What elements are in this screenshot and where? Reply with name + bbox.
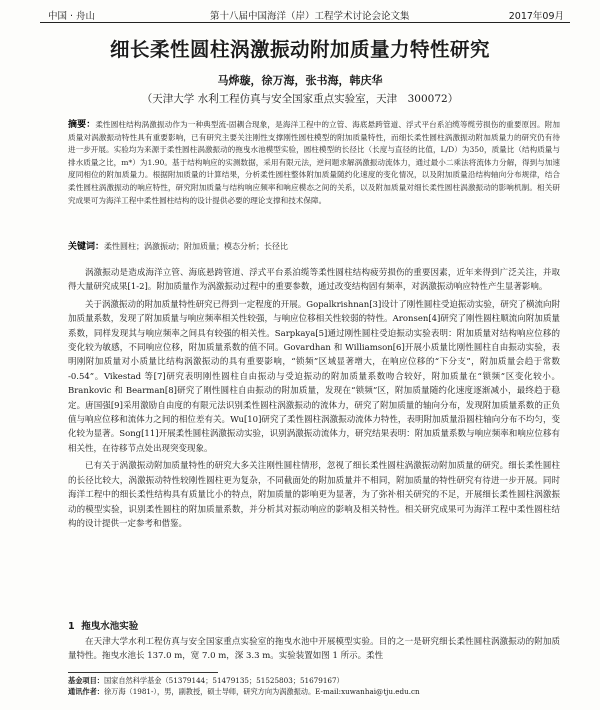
header-location: 中国 · 舟山 (48, 11, 96, 22)
keywords-label: 关键词： (68, 242, 105, 252)
footnote-rule (68, 672, 218, 673)
author-list: 马烨璇，徐万海，张书海，韩庆华 (217, 74, 383, 87)
keywords (68, 239, 560, 252)
author-footnote (68, 686, 560, 697)
section-text: 在天津大学水利工程仿真与安全国家重点实验室的拖曳水池中开展模型实验。目的之一是研究细长柔性圆柱涡激振动的附加质量特性。拖曳水池长 137.0 m，宽 7.0 m，深 3.3 m。实验装置如图 1 所示。柔性 (68, 637, 560, 662)
section-number: 1 (68, 621, 75, 632)
header-proceedings: 第十八届中国海洋（岸）工程学术讨论会论文集 (210, 11, 410, 22)
affiliation: （天津大学 水利工程仿真与安全国家重点实验室，天津 300072） (141, 93, 459, 105)
corresponding-label: 通讯作者： (68, 687, 104, 696)
paper-title: 细长柔性圆柱涡激振动附加质量力特性研究 (109, 38, 490, 61)
section-title: 拖曳水池实验 (81, 621, 139, 632)
footnotes (68, 675, 560, 697)
body-paragraph: 涡激振动是造成海洋立管、海底悬跨管道、浮式平台系泊缆等柔性圆柱结构疲劳损伤的重要因素，近年来得到广泛关注，并取得大量研究成果[1-2]。附加质量作为涡激振动过程中的重要参数，通过改变结构固有频率，对涡激振动响应特性产生显著影响。 (68, 268, 560, 293)
header-date: 2017年09月 (508, 11, 564, 22)
fund-footnote (68, 675, 560, 686)
abstract (68, 119, 560, 207)
section-heading (68, 618, 138, 632)
corresponding-text: 徐万海（1981-），男，副教授，硕士导师，研究方向为涡激振动。E-mail:xuwanhai@tju.edu.cn (103, 687, 420, 696)
body-paragraph: 已有关于涡激振动附加质量特性的研究大多关注刚性圆柱情形，忽视了细长柔性圆柱涡激振动附加质量的研究。细长柔性圆柱的长径比较大，涡激振动特性较刚性圆柱更为复杂，不同截面处的附加质量并不相同，附加质量的特性研究有待进一步开展。同时海洋工程中的细长柔性结构具有质量比小的特点，附加质量的影响更为显著，为了弥补相关研究的不足，开展细长柔性圆柱涡激振动的模型实验，识别柔性圆柱的附加质量系数，并分析其对振动响应的影响及相关特性。相关研究成果可为海洋工程中柔性圆柱结构的设计提供一定参考和借鉴。 (68, 461, 560, 529)
keywords-text: 柔性圆柱；涡激振动；附加质量；模态分析；长径比 (104, 242, 289, 251)
introduction (68, 266, 560, 534)
running-header (40, 6, 570, 23)
body-paragraph: 关于涡激振动的附加质量特性研究已得到一定程度的开展。Gopalkrishnan[3]设计了刚性圆柱受迫振动实验，研究了横流向附加质量系数，发现了附加质量与响应频率相关性较强，与响应位移相关性较弱的特性。Aronsen[4]研究了刚性圆柱顺流向附加质量系数，同样发现其与响应频率之间具有较强的相关性。Sarpkaya[5]通过刚性圆柱受迫振动实验表明：附加质量对结构响应位移的变化较为敏感，不同响应位移，附加质量系数的值不同。Govardhan 和 Williamson[6]开展小质量比刚性圆柱自由振动实验，表明刚附加质量对小质量比结构涡激振动的具有重要影响，“锁频”区域显著增大，在响应位移的“下分支”，附加质量会趋于常数 -0.54”。Vikestad 等[7]研究表明刚性圆柱自由振动与受迫振动的附加质量系数吻合较好，附加质量在“锁频”区变化较小。Brankovic 和 Bearman[8]研究了刚性圆柱自由振动的附加质量，发现在“锁频”区，附加质量随约化速度逐渐减小，最终趋于稳定。唐国强[9]采用激励自由度的有限元法识别柔性圆柱涡激振动的流体力，研究了附加质量的轴向分布，发现附加质量系数的正负值与响应位移和流体力之间的相位差有关。Wu[10]研究了柔性圆柱涡激振动流体力特性，表明附加质量沿圆柱轴向分布不均匀，变化较为显著。Song[11]开展柔性圆柱涡激振动实验，识别涡激振动流体力，研究结果表明：附加质量系数与响应频率和响应位移有相关性，在待移节点处出现突变现象。 (68, 299, 560, 454)
fund-label: 基金项目： (68, 676, 104, 685)
fund-text: 国家自然科学基金（51379144；51479135；51525803；51679167） (103, 676, 344, 685)
abstract-label: 摘要： (68, 120, 96, 130)
abstract-text: 柔性圆柱结构涡激振动作为一种典型流-固耦合现象，是海洋工程中的立管、海底悬跨管道、浮式平台系泊缆等缆劳损伤的重要原因。附加质量对涡激振动特性具有重要影响，已有研究主要关注刚性支撑刚性圆柱模型的附加质量特性，而细长柔性圆柱涡激振动附加质量力的研究仍有待进一步开展。实验均为来源于柔性圆柱涡激振动的拖曳水池模型实验，圆柱模型的长径比（长度与直径的比值，L/D）为350，质量比（结构质量与排水质量之比，m*）为1.90。基于结构响应的实测数据，采用有限元法，逆问题求解涡激振动流体力，通过最小二乘法将流体力分解，得到与加速度同相位的附加质量力。根据附加质量的计算结果，分析柔性圆柱整体附加质量随约化速度的变化情况，以及附加质量沿结构轴向分布规律，结合柔性圆柱涡激振动的响应特性，研究附加质量与结构响应频率和响应模态之间的关系，以及附加质量对细长柔性圆柱涡激振动的影响机制。相关研究成果可为海洋工程中柔性圆柱结构的设计提供必要的理论支撑和技术保障。 (68, 120, 560, 205)
